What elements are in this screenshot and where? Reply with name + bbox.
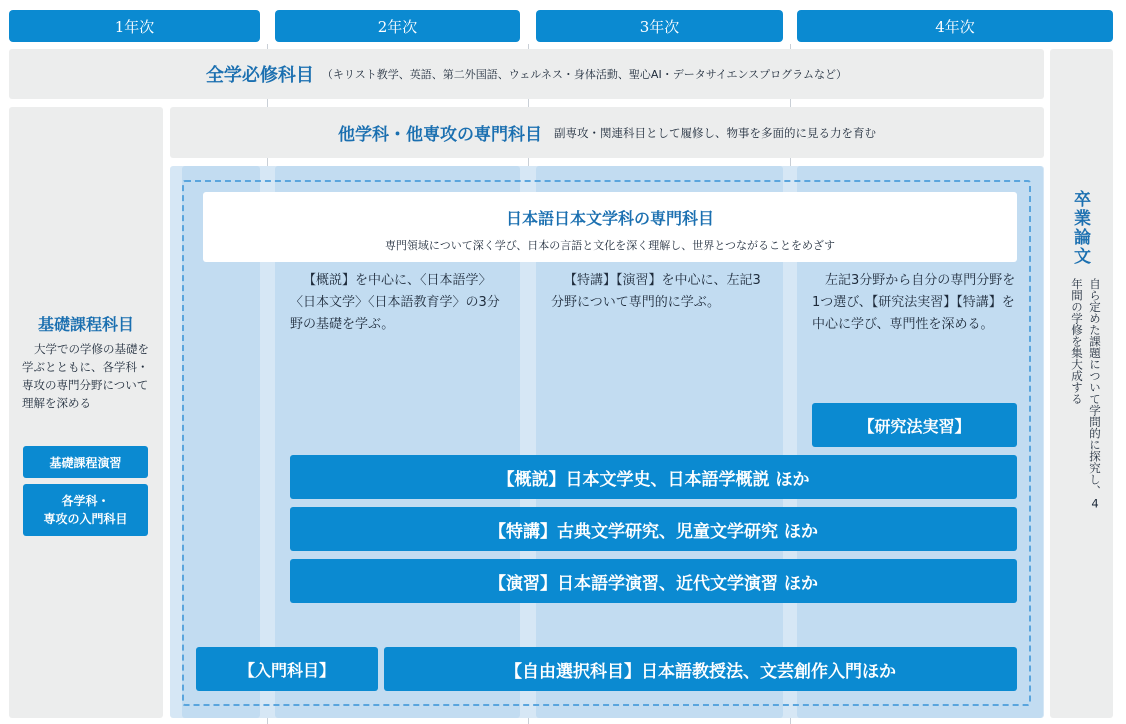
seminar-bar: 【演習】日本語学演習、近代文学演習 ほか [290,559,1017,603]
basic-title: 基礎課程科目 [37,315,134,334]
year-tab-3 [536,10,783,42]
year-label: 1年次 [114,17,155,36]
intro-course-box: 【入門科目】 [196,647,378,691]
overview-course-bar: 【概説】日本文学史、日本語学概説 ほか [290,455,1017,499]
other-dept-note: 副専攻・関連科目として履修し、物事を多面的に見る力を育む [554,125,876,140]
year-label: 2年次 [377,17,418,36]
year-label: 3年次 [639,17,680,36]
common-required-note: （キリスト教学、英語、第二外国語、ウェルネス・身体活動、聖心AI・データサイエンスプログラムなど） [321,68,848,81]
major-subtitle: 専門領域について深く学び、日本の言語と文化を深く理解し、世界とつながることをめざす [384,239,836,252]
common-required-title: 全学必修科目 [205,65,314,86]
major-header [203,192,1017,262]
year-tab-2 [275,10,520,42]
research-methods-box: 【研究法実習】 [812,403,1017,447]
major-title: 日本語日本文学科の専門科目 [505,209,714,228]
year-label: 4年次 [935,17,975,36]
basic-seminar-button: 基礎課程演習 [23,446,148,478]
basic-intro-button: 各学科・ 専攻の入門科目 [23,484,148,536]
year-tab-1 [9,10,260,42]
year-tab-4 [797,10,1113,42]
thesis-title: 卒業論文 [1070,190,1090,266]
basic-band [9,107,163,718]
special-lecture-bar: 【特講】古典文学研究、児童文学研究 ほか [290,507,1017,551]
elective-course-bar: 【自由選択科目】日本語教授法、文芸創作入門ほか [384,647,1017,691]
other-dept-band [170,107,1044,158]
year4-desc: 左記3分野から自分の専門分野を1つ選び、【研究法実習】【特講】を中心に学び、専門性を深める。 [812,273,1016,332]
thesis-desc [1064,278,1104,518]
thesis-desc-text: 自ら定めた課題について学問的に探究し、4年間の学修を集大成する [1070,278,1102,511]
common-required-band [9,49,1044,99]
basic-desc: 大学での学修の基礎を学ぶとともに、各学科・専攻の専門分野について理解を深める [22,342,149,410]
other-dept-title: 他学科・他専攻の専門科目 [338,125,542,145]
year2-desc: 【概説】を中心に、〈日本語学〉〈日本文学〉〈日本語教育学〉の3分野の基礎を学ぶ。 [290,273,500,332]
year3-desc: 【特講】【演習】を中心に、左記3分野について専門的に学ぶ。 [551,273,761,310]
